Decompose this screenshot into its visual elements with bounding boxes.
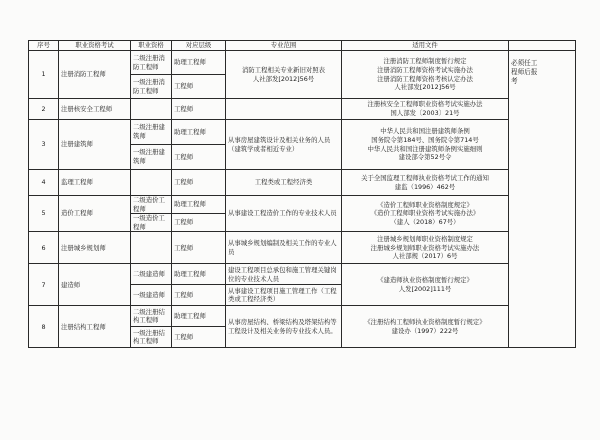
row-docs [342,120,509,170]
row-scope: 工程类或工程经济类 [226,170,342,196]
doc-line: 建监（1996）462号 [394,182,456,191]
row-scope: 建设工程项目总承包和施工管理关键岗位的专业技术人员 [226,264,342,285]
note-line: 考 [511,77,518,85]
header-note [509,41,576,51]
row-scope: 从事建设工程项目施工管理工作（工程类或工程经济类） [226,285,342,306]
doc-line: 注册核安全工程师职业资格考试实施办法 [367,100,483,109]
header-level: 对应层级 [172,41,226,51]
doc-line: 《注册结构工程师执业资格制度暂行规定》 [364,318,486,327]
header-qual: 职业资格 [131,41,172,51]
row-docs [342,51,509,99]
row-qual: 一级注册建筑师 [131,145,172,170]
row-cert: 建造师 [59,264,131,306]
doc-line: 关于全国监理工程师执业资格考试工作的通知 [361,173,489,182]
table-row [29,196,576,214]
note-cell [509,51,576,348]
doc-line: （建人（2018）67号） [390,217,460,226]
row-level: 助理工程师 [172,196,226,214]
header-row [29,41,576,51]
doc-line: 《造价工程师职业资格考试实施办法》 [370,209,480,218]
table-row [29,170,576,196]
row-qual: 二级注册消防工程师 [131,51,172,75]
row-docs [342,232,509,264]
row-qual: 二级注册结构工程师 [131,306,172,327]
table-row [29,120,576,145]
row-scope: 从事城乡规划编制及相关工作的专业人员 [226,232,342,264]
row-qual: 二级建造师 [131,264,172,285]
table-row [29,51,576,75]
row-scope: 从事建设工程造价工作的专业技术人员 [226,196,342,232]
doc-line: 注册消防工程师资格考核认定办法 [377,74,473,83]
row-seq: 7 [29,264,59,306]
row-docs [342,264,509,306]
row-qual: 一级造价工程师 [131,214,172,232]
row-cert: 监理工程师 [59,170,131,196]
row-cert: 注册结构工程师 [59,306,131,348]
row-seq: 1 [29,51,59,99]
qualification-table [28,40,576,348]
row-qual: 一级注册消防工程师 [131,75,172,99]
doc-line: 中华人民共和国注册建筑师条例 [380,127,470,136]
doc-line: 注册消防工程师制度暂行规定 [383,57,467,66]
doc-line: 建设部令第52号令 [398,153,452,162]
header-scope: 专业范围 [226,41,342,51]
table-row [29,99,576,120]
row-level: 助理工程师 [172,306,226,327]
row-qual: 一级建造师 [131,285,172,306]
doc-line: 注册消防工程师资格考试实施办法 [377,65,473,74]
qualification-table-frame [28,40,575,397]
header-seq: 序号 [29,41,59,51]
doc-line: 建设办（1997）222号 [391,326,459,335]
header-docs: 适用文件 [342,41,509,51]
row-docs [342,306,509,348]
note-line: 程师后报 [511,68,538,76]
row-qual: 一级注册结构工程师 [131,327,172,348]
row-scope [226,51,342,99]
row-cert: 注册城乡规划师 [59,232,131,264]
row-seq: 5 [29,196,59,232]
scope-line: 消防工程相关专业新旧对照表 [241,65,326,74]
row-docs [342,99,509,120]
row-qual: 二级注册建筑师 [131,120,172,145]
row-seq: 2 [29,99,59,120]
row-qual: 二级造价工程师 [131,196,172,214]
doc-line: 《建造师执业资格制度暂行规定》 [377,276,473,285]
row-docs [342,196,509,232]
table-row [29,306,576,327]
doc-line: 人社部发[2012]56号 [394,83,456,92]
header-cert: 职业资格考试 [59,41,131,51]
row-level: 工程师 [172,99,226,120]
row-scope: 从事房屋结构、桥梁结构及塔架结构等工程设计及相关业务的专业技术人员。 [226,306,342,348]
note-line: 必须任工 [511,59,538,67]
row-seq: 6 [29,232,59,264]
doc-line: 人发[2002]111号 [398,284,452,293]
row-level: 工程师 [172,327,226,348]
row-level: 工程师 [172,145,226,170]
row-docs [342,170,509,196]
row-level: 助理工程师 [172,264,226,285]
scope-line: 人社部发[2012]56号 [252,74,315,83]
row-cert: 注册消防工程师 [59,51,131,99]
row-scope: 从事房屋建筑设计及相关业务的人员（建筑学或者相近专业） [226,120,342,170]
doc-line: 人社部规（2017）6号 [392,252,458,261]
doc-line: 注册城乡规划师职业资格考试实施办法 [370,243,480,252]
row-level: 工程师 [172,214,226,232]
table-row [29,264,576,285]
doc-line: 《造价工程师职业资格制度规定》 [377,200,473,209]
row-scope [226,99,342,120]
row-cert: 造价工程师 [59,196,131,232]
row-qual [131,232,172,264]
row-qual [131,170,172,196]
row-level: 工程师 [172,75,226,99]
doc-line: 中华人民共和国注册建筑师条例实施细则 [367,144,483,153]
doc-line: 注册城乡规划师职业资格制度规定 [377,234,473,243]
table-row [29,232,576,264]
row-seq: 8 [29,306,59,348]
doc-line: 国务院令第184号、国务院令第714号 [371,135,479,144]
row-cert: 注册建筑师 [59,120,131,170]
row-qual [131,99,172,120]
row-level: 工程师 [172,285,226,306]
row-level: 工程师 [172,170,226,196]
row-level: 助理工程师 [172,51,226,75]
row-level: 助理工程师 [172,120,226,145]
doc-line: 国人部发〔2003〕21号 [390,109,460,117]
row-level: 工程师 [172,232,226,264]
row-seq: 3 [29,120,59,170]
row-cert: 注册核安全工程师 [59,99,131,120]
row-seq: 4 [29,170,59,196]
